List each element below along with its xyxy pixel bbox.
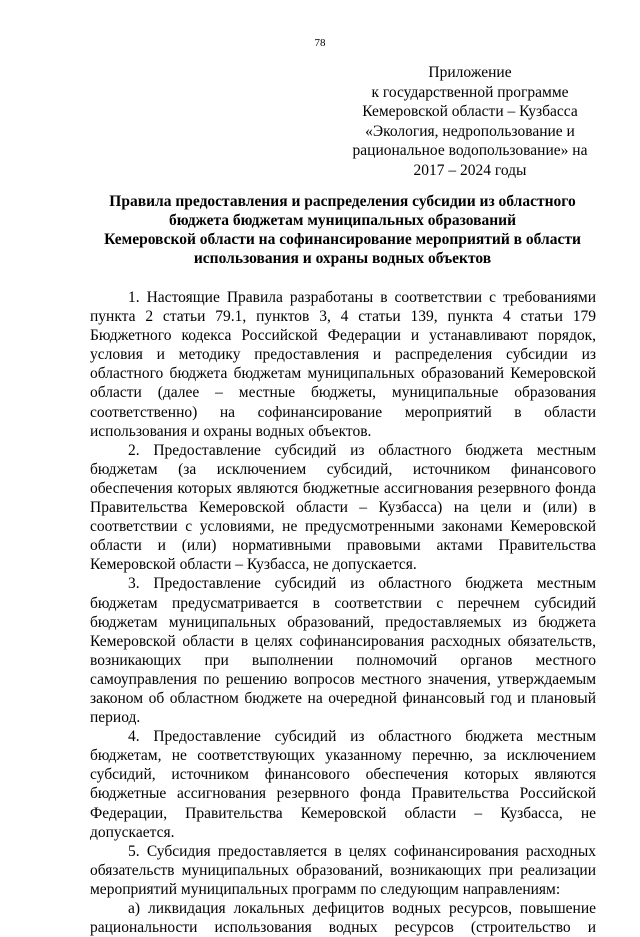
title-line: использования и охраны водных объектов <box>193 250 492 267</box>
appendix-line: Приложение <box>428 64 512 81</box>
document-body <box>90 288 596 937</box>
appendix-line: к государственной программе <box>371 83 569 101</box>
page-number: 78 <box>314 37 326 49</box>
appendix-line: рациональное водопользование» на <box>352 142 588 159</box>
title-line: Кемеровской области на софинансирование мероприятий в области <box>104 231 581 248</box>
appendix-header <box>340 63 600 180</box>
title-line: бюджета бюджетам муниципальных образований <box>168 212 517 229</box>
paragraph-3: 3. Предоставление субсидий из областного бюджета местным бюджетам предусматривается в соответствии с перечнем субсидий бюджетам муниципальных образований, предоставляемых из бюджета Кемеровской области в целях софинансирования расходных обязательств, возникающих при выполнении полномочий органов местного самоуправления по решению вопросов местного значения, утверждаемым законом об областном бюджете на очередной финансовый год и плановый период. <box>90 575 596 727</box>
appendix-line: 2017 – 2024 годы <box>413 161 527 179</box>
title-line: Правила предоставления и распределения субсидии из областного <box>109 193 576 210</box>
paragraph-2: 2. Предоставление субсидий из областного бюджета местным бюджетам (за исключением субсидий, источником финансового обеспечения которых являются бюджетные ассигнования резервного фонда Правительства Кемеровской области – Кузбасса) на цели и (или) в соответствии с условиями, не предусмотренными законами Кемеровской области и (или) нормативными правовыми актами Правительства Кемеровской области – Кузбасса, не допускается. <box>90 441 596 574</box>
paragraph-1: 1. Настоящие Правила разработаны в соответствии с требованиями пункта 2 статьи 79.1, пунктов 3, 4 статьи 139, пункта 4 статьи 179 Бюджетного кодекса Российской Федерации и устанавливают порядок, условия и методику предоставления и распределения субсидии из областного бюджета бюджетам муниципальных образований Кемеровской области (далее – местные бюджеты, муниципальные образования соответственно) на софинансирование мероприятий в области использования и охраны водных объектов. <box>90 289 596 440</box>
paragraph-5: 5. Субсидия предоставляется в целях софинансирования расходных обязательств муниципальных образований, возникающих при реализации мероприятий муниципальных программ по следующим направлениям: <box>90 842 596 898</box>
appendix-line: Кемеровской области – Кузбасса <box>362 103 578 120</box>
document-title <box>90 192 595 268</box>
appendix-line: «Экология, недропользование и <box>365 122 575 140</box>
paragraph-5a: а) ликвидация локальных дефицитов водных ресурсов, повышение рациональности использования водных ресурсов (строительство и <box>90 900 596 937</box>
paragraph-4: 4. Предоставление субсидий из областного бюджета местным бюджетам, не соответствующих указанному перечню, за исключением субсидий, источником финансового обеспечения которых являются бюджетные ассигнования резервного фонда Правительства Российской Федерации, Правительства Кемеровской области – Кузбасса, не допускается. <box>90 728 596 841</box>
